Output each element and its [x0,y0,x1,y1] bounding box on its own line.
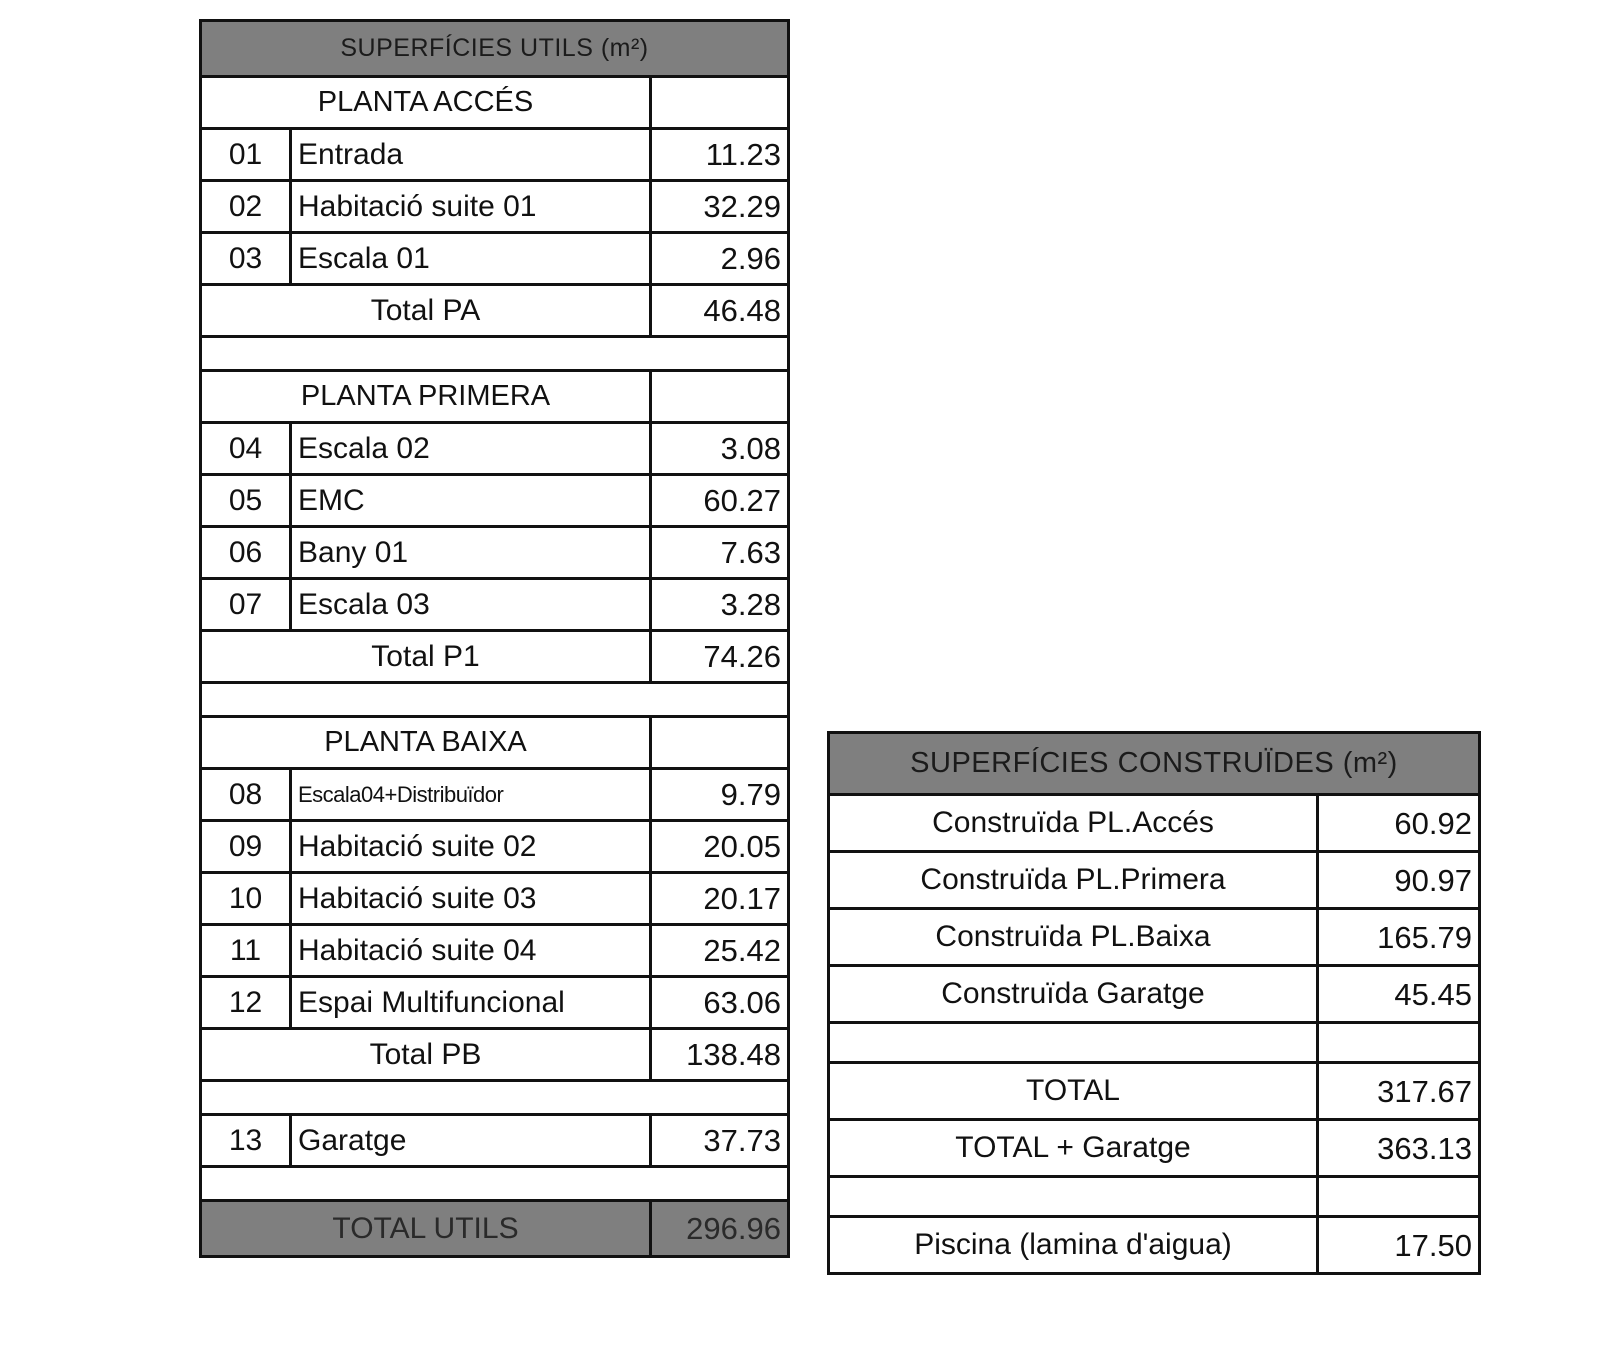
room-area: 7.63 [651,527,789,579]
room-number: 10 [201,873,291,925]
section-total-label: Total P1 [201,631,651,683]
spacer-cell [201,1081,789,1115]
room-name: Escala04+Distribuïdor [291,769,651,821]
construides-title-row [829,733,1480,795]
section-header-row [201,371,789,423]
room-name: Entrada [291,129,651,181]
total-row [829,1063,1480,1120]
room-area: 3.08 [651,423,789,475]
superficies-utils-table [199,19,790,1258]
built-area-value: 60.92 [1318,795,1480,852]
section-total-value: 46.48 [651,285,789,337]
room-number: 03 [201,233,291,285]
empty-cell [651,717,789,769]
spacer-row [201,1081,789,1115]
room-name: Bany 01 [291,527,651,579]
room-number: 02 [201,181,291,233]
spacer-row [829,1177,1480,1217]
room-name: Habitació suite 03 [291,873,651,925]
room-area: 60.27 [651,475,789,527]
table-row [201,579,789,631]
total-label: TOTAL [829,1063,1318,1120]
room-area: 63.06 [651,977,789,1029]
section-title: PLANTA PRIMERA [201,371,651,423]
table-row [201,475,789,527]
table-row [201,873,789,925]
spacer-cell [201,683,789,717]
table-row [201,423,789,475]
room-name: Habitació suite 04 [291,925,651,977]
room-number: 08 [201,769,291,821]
room-name: Habitació suite 01 [291,181,651,233]
table-row [201,181,789,233]
construides-title: SUPERFÍCIES CONSTRUÏDES (m²) [829,733,1480,795]
utils-title: SUPERFÍCIES UTILS (m²) [201,21,789,77]
built-area-label: Construïda Garatge [829,966,1318,1023]
room-number: 07 [201,579,291,631]
room-name: Escala 03 [291,579,651,631]
spacer-cell [829,1177,1318,1217]
table-row [201,527,789,579]
room-area: 11.23 [651,129,789,181]
section-total-label: Total PA [201,285,651,337]
built-area-value: 45.45 [1318,966,1480,1023]
section-total-row [201,631,789,683]
pool-label: Piscina (lamina d'aigua) [829,1217,1318,1274]
spacer-cell [1318,1023,1480,1063]
superficies-construides-table [827,731,1481,1275]
spacer-cell [201,1167,789,1201]
spacer-cell [1318,1177,1480,1217]
spacer-cell [829,1023,1318,1063]
room-area: 2.96 [651,233,789,285]
table-row [829,909,1480,966]
spacer-row [201,337,789,371]
room-name: Escala 01 [291,233,651,285]
room-area: 3.28 [651,579,789,631]
room-area: 32.29 [651,181,789,233]
table-row [829,795,1480,852]
spacer-cell [201,337,789,371]
room-name: Espai Multifuncional [291,977,651,1029]
total-garage-label: TOTAL + Garatge [829,1120,1318,1177]
grand-total-label: TOTAL UTILS [201,1201,651,1257]
room-name: EMC [291,475,651,527]
grand-total-row [201,1201,789,1257]
room-area: 9.79 [651,769,789,821]
section-title: PLANTA BAIXA [201,717,651,769]
room-number: 06 [201,527,291,579]
pool-row [829,1217,1480,1274]
table-row [201,769,789,821]
table-row [201,233,789,285]
total-value: 317.67 [1318,1063,1480,1120]
section-total-value: 138.48 [651,1029,789,1081]
table-row [201,821,789,873]
room-number: 13 [201,1115,291,1167]
room-number: 11 [201,925,291,977]
grand-total-value: 296.96 [651,1201,789,1257]
pool-value: 17.50 [1318,1217,1480,1274]
room-name: Habitació suite 02 [291,821,651,873]
table-row [201,129,789,181]
section-total-row [201,285,789,337]
built-area-label: Construïda PL.Baixa [829,909,1318,966]
section-title: PLANTA ACCÉS [201,77,651,129]
room-area: 20.17 [651,873,789,925]
room-number: 05 [201,475,291,527]
room-area: 20.05 [651,821,789,873]
built-area-value: 165.79 [1318,909,1480,966]
room-number: 09 [201,821,291,873]
empty-cell [651,371,789,423]
spacer-row [201,683,789,717]
garage-row [201,1115,789,1167]
built-area-value: 90.97 [1318,852,1480,909]
room-number: 04 [201,423,291,475]
table-row [201,925,789,977]
built-area-label: Construïda PL.Accés [829,795,1318,852]
spacer-row [201,1167,789,1201]
room-area: 37.73 [651,1115,789,1167]
section-total-row [201,1029,789,1081]
table-row [829,852,1480,909]
room-name: Escala 02 [291,423,651,475]
table-row [829,966,1480,1023]
total-garage-value: 363.13 [1318,1120,1480,1177]
total-garage-row [829,1120,1480,1177]
room-area: 25.42 [651,925,789,977]
section-header-row [201,77,789,129]
utils-title-row [201,21,789,77]
section-header-row [201,717,789,769]
empty-cell [651,77,789,129]
table-row [201,977,789,1029]
section-total-value: 74.26 [651,631,789,683]
section-total-label: Total PB [201,1029,651,1081]
built-area-label: Construïda PL.Primera [829,852,1318,909]
room-name: Garatge [291,1115,651,1167]
room-number: 01 [201,129,291,181]
room-number: 12 [201,977,291,1029]
spacer-row [829,1023,1480,1063]
